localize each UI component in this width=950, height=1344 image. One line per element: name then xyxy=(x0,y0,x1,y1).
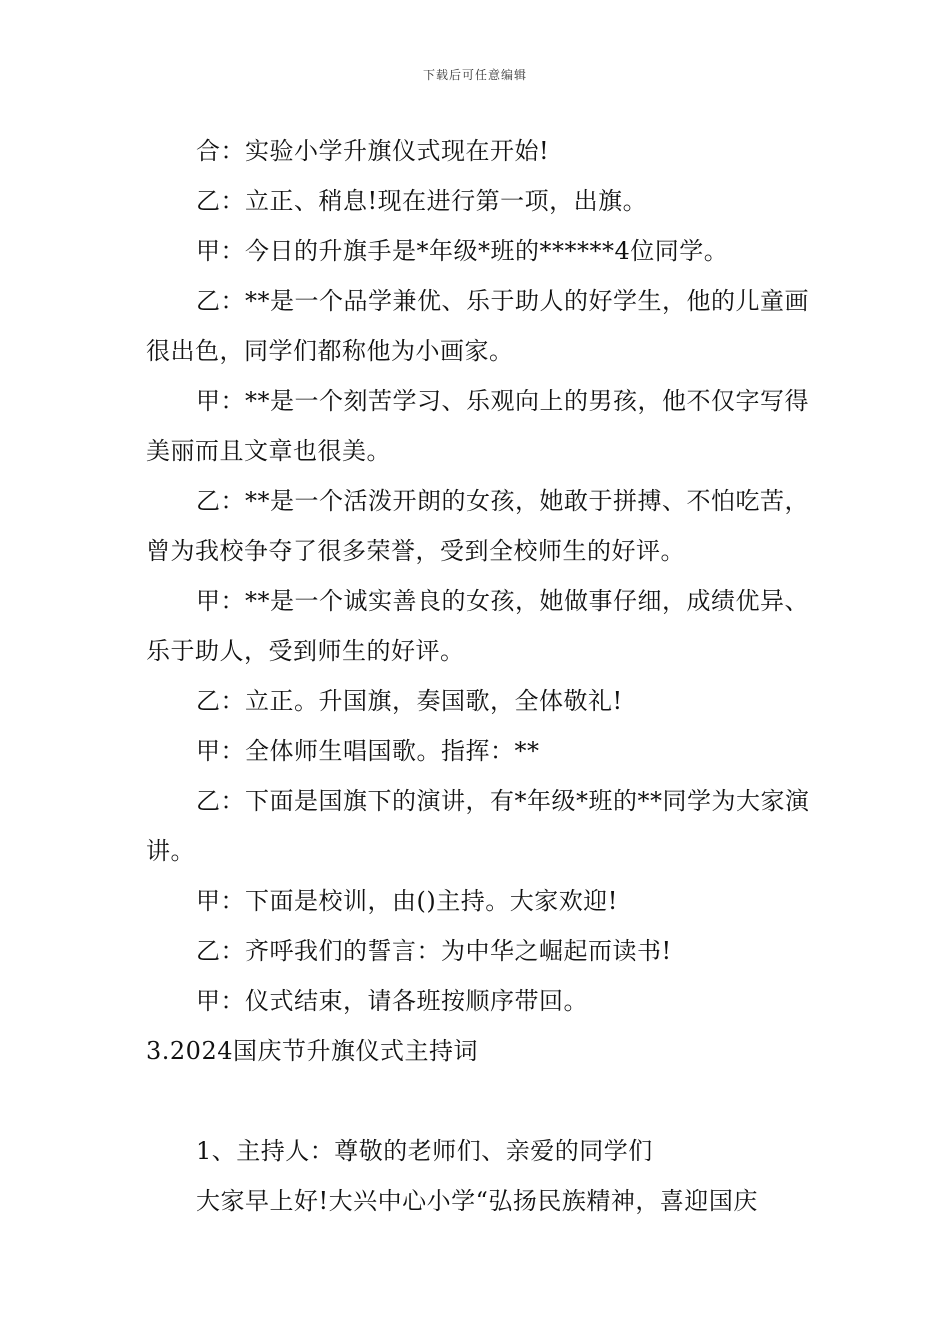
paragraph: 甲：全体师生唱国歌。指挥：** xyxy=(196,737,540,765)
paragraph: 乙：**是一个品学兼优、乐于助人的好学生，他的儿童画很出色，同学们都称他为小画家。 xyxy=(146,287,809,365)
blank-line xyxy=(146,1076,810,1126)
paragraph: 乙：下面是国旗下的演讲，有*年级*班的**同学为大家演讲。 xyxy=(146,787,810,865)
paragraph: 甲：下面是校训，由()主持。大家欢迎! xyxy=(196,887,618,915)
paragraph: 合：实验小学升旗仪式现在开始! xyxy=(196,137,550,165)
paragraph: 甲：**是一个刻苦学习、乐观向上的男孩，他不仅字写得美丽而且文章也很美。 xyxy=(146,387,809,465)
paragraph: 甲：仪式结束，请各班按顺序带回。 xyxy=(196,987,588,1015)
section-heading: 3.2024国庆节升旗仪式主持词 xyxy=(146,1037,478,1065)
paragraph: 乙：齐呼我们的誓言：为中华之崛起而读书! xyxy=(196,937,672,965)
document-body xyxy=(146,126,810,1226)
page-header-note: 下载后可任意编辑 xyxy=(422,68,527,82)
paragraph: 甲：**是一个诚实善良的女孩，她做事仔细，成绩优异、乐于助人，受到师生的好评。 xyxy=(146,587,809,665)
paragraph: 乙：立正。升国旗，奏国歌，全体敬礼! xyxy=(196,687,623,715)
paragraph: 甲：今日的升旗手是*年级*班的******4位同学。 xyxy=(196,237,729,265)
paragraph: 乙：**是一个活泼开朗的女孩，她敢于拼搏、不怕吃苦，曾为我校争夺了很多荣誉，受到全校师生的好评。 xyxy=(146,487,809,565)
paragraph: 大家早上好!大兴中心小学“弘扬民族精神，喜迎国庆 xyxy=(196,1187,758,1215)
paragraph: 乙：立正、稍息!现在进行第一项，出旗。 xyxy=(196,187,648,215)
paragraph: 1、主持人：尊敬的老师们、亲爱的同学们 xyxy=(196,1137,653,1165)
